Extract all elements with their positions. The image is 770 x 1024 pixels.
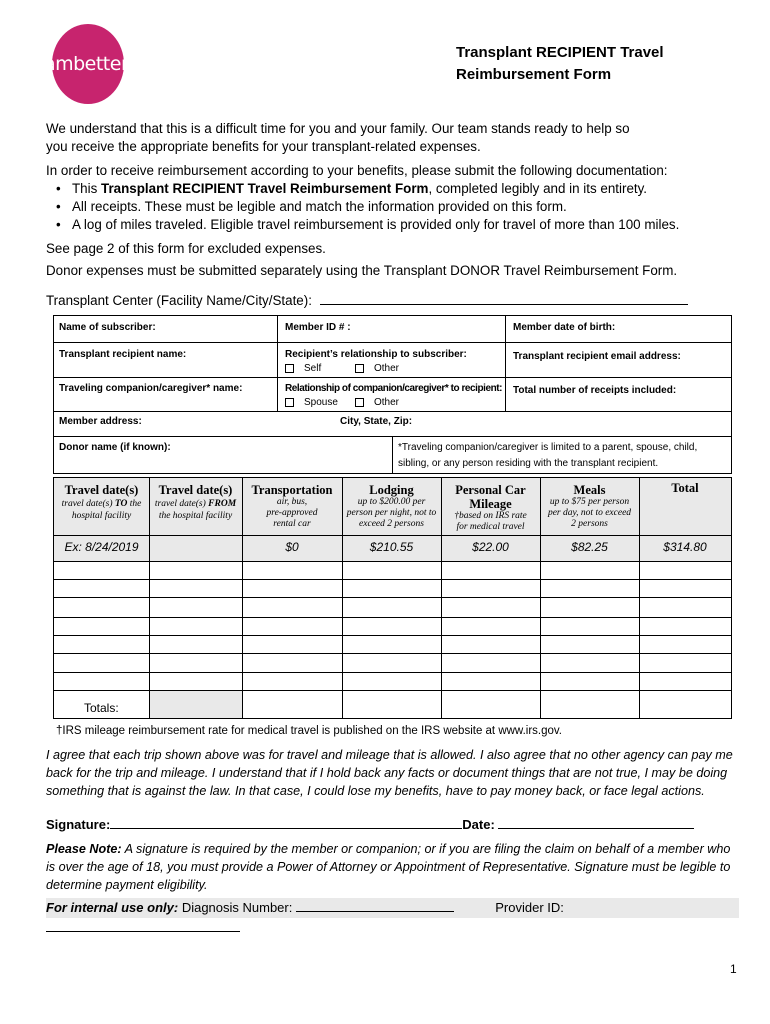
- transplant-center-field[interactable]: [320, 292, 688, 305]
- col-meals-header: [540, 483, 639, 530]
- col2-title: Travel date(s): [158, 483, 233, 497]
- companion-name-field[interactable]: Traveling companion/caregiver* name:: [59, 383, 243, 394]
- col5-title2: Mileage: [469, 497, 512, 511]
- form-title: [456, 42, 664, 86]
- companion-relationship-label: Relationship of companion/caregiver* to recipient:: [285, 383, 502, 394]
- col4-title: Lodging: [369, 483, 414, 497]
- col6-sub3: 2 persons: [571, 519, 608, 529]
- checkbox-icon: [285, 364, 294, 373]
- page-number: 1: [730, 962, 737, 976]
- self-checkbox[interactable]: [285, 363, 321, 374]
- col3-sub3: rental car: [273, 519, 311, 529]
- title-line-1: Transplant RECIPIENT Travel: [456, 44, 664, 61]
- example-meals: $82.25: [571, 540, 608, 554]
- bullet-form: [72, 180, 647, 198]
- agreement-statement: I agree that each trip shown above was for travel and mileage that is allowed. I also agree that no other agency can pay me back for the trip and mileage. I understand that if I hold back any facts or document things that are not true, I may be doing something that is against the law. In that case, I could lose my benefits, have to pay money back, or face legal actions.: [46, 748, 733, 798]
- self-label: Self: [304, 363, 322, 374]
- irs-footnote: †IRS mileage reimbursement rate for medical travel is published on the IRS website at www.irs.gov.: [56, 725, 563, 737]
- col1-sub2: hospital facility: [71, 511, 132, 521]
- title-line-2: Reimbursement Form: [456, 66, 612, 83]
- col1-title: Travel date(s): [64, 483, 139, 497]
- bullet-mileage-log: • A log of miles traveled. Eligible travel reimbursement is provided only for travel of more than 100 miles.: [72, 216, 679, 234]
- col7-title: Total: [671, 481, 699, 495]
- col3-sub1: air, bus,: [276, 497, 308, 507]
- ambetter-logo: [43, 24, 133, 104]
- example-total: $314.80: [663, 540, 707, 554]
- col1-sub-bold: TO: [114, 499, 128, 509]
- checkbox-icon: [355, 364, 364, 373]
- col2-sub2: the hospital facility: [158, 511, 233, 521]
- member-id-field[interactable]: Member ID # :: [285, 322, 351, 333]
- date-label: Date:: [462, 817, 495, 832]
- totals-label: Totals:: [84, 701, 119, 715]
- member-info-table: [53, 315, 732, 474]
- city-state-zip-field[interactable]: City, State, Zip:: [340, 416, 413, 427]
- provider-label: Provider ID:: [495, 900, 564, 915]
- member-dob-field[interactable]: Member date of birth:: [513, 322, 616, 333]
- example-transportation: $0: [285, 540, 299, 554]
- bullet1-post: , completed legibly and in its entirety.: [428, 181, 648, 196]
- signature-label: Signature:: [46, 817, 111, 832]
- col1-sub: [54, 497, 149, 511]
- docs-intro: In order to receive reimbursement according to your benefits, please submit the following documentation:: [46, 163, 668, 178]
- other-checkbox[interactable]: [355, 363, 399, 374]
- diagnosis-field[interactable]: [296, 899, 454, 912]
- col-mileage-header: [441, 483, 540, 533]
- subscriber-name-field[interactable]: Name of subscriber:: [59, 322, 156, 333]
- col2-sub-pre: travel date(s): [154, 499, 209, 509]
- col4-sub2: person per night, not to: [346, 508, 437, 518]
- col-lodging-header: [342, 483, 441, 530]
- diagnosis-label: Diagnosis Number:: [181, 900, 293, 915]
- col5-sub1: †based on IRS rate: [454, 511, 527, 521]
- please-note-label: Please Note:: [46, 842, 122, 856]
- other2-label: Other: [374, 397, 400, 408]
- transplant-center-row: [46, 292, 688, 310]
- col4-sub3: exceed 2 persons: [359, 519, 424, 529]
- provider-field[interactable]: [46, 919, 240, 932]
- col4-sub1: up to $200.00 per: [357, 497, 426, 507]
- receipts-total-field[interactable]: Total number of receipts included:: [513, 385, 677, 396]
- col1-sub-pre: travel date(s): [61, 499, 115, 509]
- please-note-text: A signature is required by the member or companion; or if you are filing the claim on behalf of a member who is over the age of 18, you must provide a Power of Attorney or Appointment of Representative. Signature must be legible to determine payment eligibility.: [46, 842, 731, 892]
- bullet1-bold: Transplant RECIPIENT Travel Reimbursement Form: [101, 181, 429, 196]
- col-travel-from-header: [149, 483, 242, 522]
- bullet-receipts: • All receipts. These must be legible and match the information provided on this form.: [72, 198, 567, 216]
- logo-text: ambetter.: [43, 53, 133, 75]
- internal-use-row: [46, 898, 739, 918]
- signature-field[interactable]: [110, 816, 462, 829]
- recipient-relationship-label: Recipient’s relationship to subscriber:: [285, 349, 467, 360]
- col1-sub-post: the: [127, 499, 142, 509]
- intro-paragraph: [46, 120, 630, 156]
- recipient-name-field[interactable]: Transplant recipient name:: [59, 349, 187, 360]
- please-note: [46, 840, 736, 894]
- transplant-center-label: Transplant Center (Facility Name/City/State):: [46, 293, 312, 308]
- spouse-label: Spouse: [304, 397, 338, 408]
- companion-note-line-1: *Traveling companion/caregiver is limited to a parent, spouse, child,: [398, 442, 698, 453]
- example-lodging: $210.55: [369, 540, 414, 554]
- example-mileage: $22.00: [472, 540, 509, 554]
- col5-title1: Personal Car: [455, 483, 526, 497]
- example-travel-to: Ex: 8/24/2019: [64, 540, 139, 554]
- col5-sub2: for medical travel: [456, 522, 525, 532]
- companion-note-line-2: sibling, or any person residing with the transplant recipient.: [398, 458, 659, 469]
- member-address-field[interactable]: Member address:: [59, 416, 142, 427]
- col6-title: Meals: [573, 483, 606, 497]
- col-transportation-header: [242, 483, 342, 530]
- other2-checkbox[interactable]: [355, 397, 399, 408]
- expense-grid: [53, 477, 732, 719]
- other-label: Other: [374, 363, 400, 374]
- col2-sub-bold: FROM: [208, 499, 237, 509]
- col3-title: Transportation: [251, 483, 333, 497]
- intro-line-1: We understand that this is a difficult time for you and your family. Our team stands ready to help so: [46, 121, 630, 136]
- col3-sub2: pre-approved: [266, 508, 318, 518]
- intro-line-2: you receive the appropriate benefits for your transplant-related expenses.: [46, 139, 481, 154]
- col-travel-to-header: [54, 483, 149, 522]
- col-total-header: [639, 481, 731, 495]
- checkbox-icon: [355, 398, 364, 407]
- date-field[interactable]: [498, 816, 694, 829]
- spouse-checkbox[interactable]: [285, 397, 338, 408]
- donor-note: Donor expenses must be submitted separately using the Transplant DONOR Travel Reimbursement Form.: [46, 263, 678, 278]
- col6-sub2: per day, not to exceed: [547, 508, 632, 518]
- checkbox-icon: [285, 398, 294, 407]
- bullet1-pre: This: [72, 181, 102, 196]
- donor-name-field[interactable]: Donor name (if known):: [59, 442, 171, 453]
- col2-sub: [149, 497, 242, 511]
- col6-sub1: up to $75 per person: [549, 497, 630, 507]
- recipient-email-field[interactable]: Transplant recipient email address:: [513, 351, 681, 362]
- internal-use-label: For internal use only:: [46, 900, 179, 915]
- signature-row: [46, 816, 694, 832]
- see-page-2: See page 2 of this form for excluded expenses.: [46, 241, 326, 256]
